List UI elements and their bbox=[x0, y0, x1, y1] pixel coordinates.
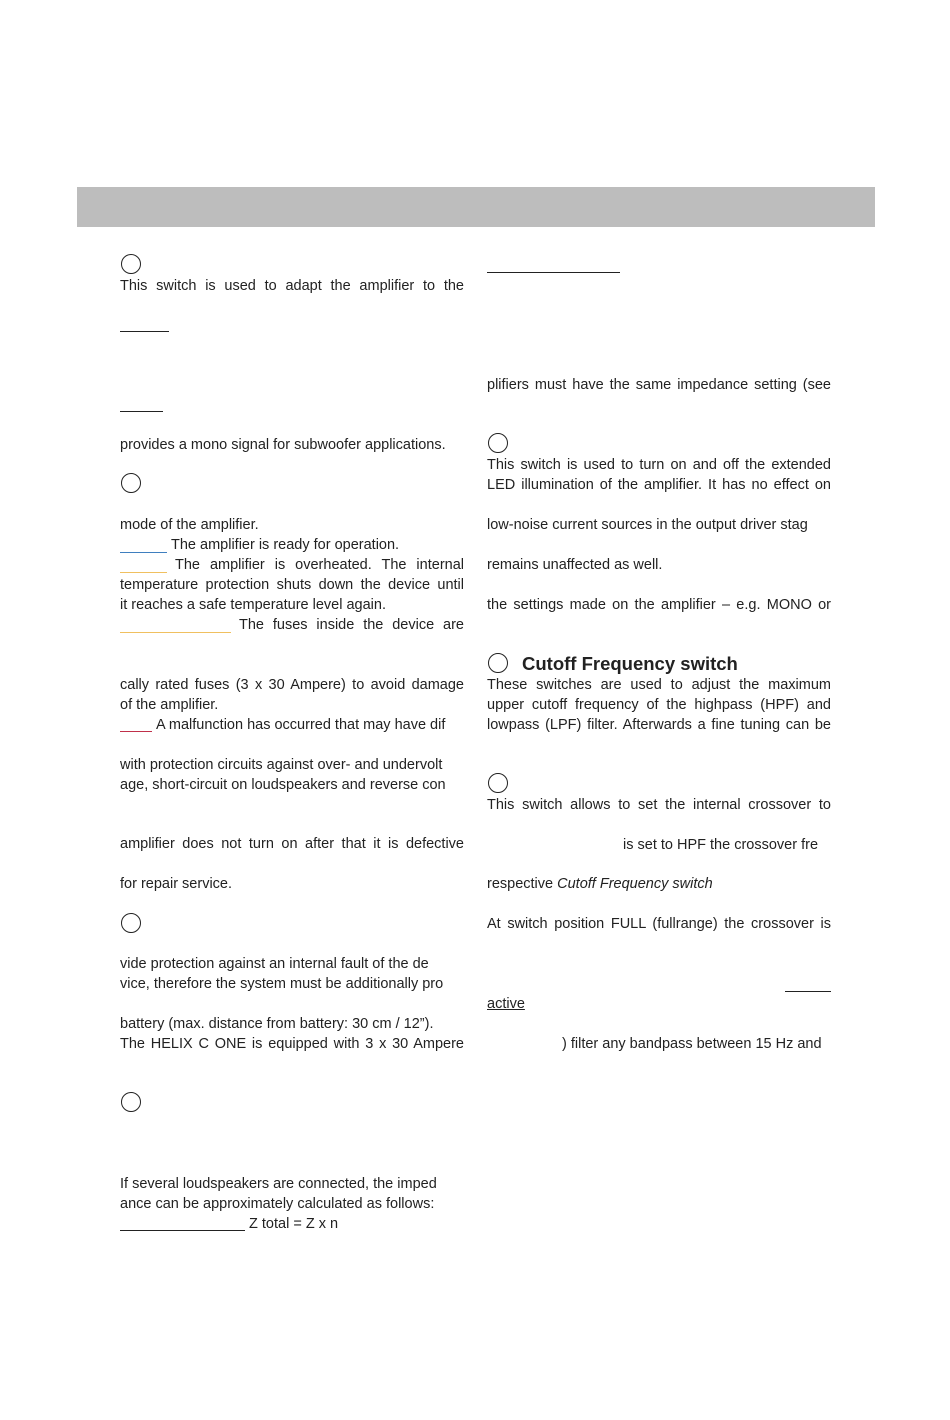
body-text-fragment: respective bbox=[487, 876, 554, 892]
body-text-line: cally rated fuses (3 x 30 Ampere) to avoid damage bbox=[120, 677, 464, 693]
body-text-line: This switch is used to turn on and off the extended bbox=[487, 457, 831, 473]
underline-rule bbox=[120, 1230, 245, 1231]
underline-rule bbox=[487, 272, 620, 273]
item-marker-circle-6 bbox=[488, 653, 508, 673]
body-text-line: amplifier does not turn on after that it is defective bbox=[120, 836, 464, 852]
body-text-line: for repair service. bbox=[120, 876, 233, 892]
led-color-indicator-orange bbox=[120, 632, 231, 633]
body-text-line: age, short-circuit on loudspeakers and reverse con bbox=[120, 777, 446, 793]
body-text-line: LED illumination of the amplifier. It has no effect on bbox=[487, 477, 831, 493]
body-text-line: upper cutoff frequency of the highpass (HPF) and bbox=[487, 697, 831, 713]
body-text-line: plifiers must have the same impedance setting (see bbox=[487, 377, 831, 393]
body-text-line: The HELIX C ONE is equipped with 3 x 30 Ampere bbox=[120, 1036, 464, 1052]
body-text-line: mode of the amplifier. bbox=[120, 517, 259, 533]
section-heading: Cutoff Frequency switch bbox=[522, 653, 738, 674]
body-text-line: The amplifier is ready for operation. bbox=[171, 537, 400, 553]
body-text-line: These switches are used to adjust the maximum bbox=[487, 677, 831, 693]
body-text-line: The amplifier is overheated. The internal bbox=[175, 557, 464, 573]
body-text-line: lowpass (LPF) filter. Afterwards a fine tuning can be bbox=[487, 717, 831, 733]
item-marker-circle-3 bbox=[121, 913, 141, 933]
led-color-indicator-blue bbox=[120, 552, 167, 553]
body-text-line bbox=[487, 874, 713, 894]
item-marker-circle-1 bbox=[121, 254, 141, 274]
body-text-line: ) filter any bandpass between 15 Hz and bbox=[562, 1036, 822, 1052]
body-text-line: temperature protection shuts down the device until bbox=[120, 577, 464, 593]
led-color-indicator-red bbox=[120, 731, 152, 732]
cutoff-frequency-switch-reference: Cutoff Frequency switch bbox=[557, 876, 713, 892]
body-text-line: it reaches a safe temperature level again. bbox=[120, 597, 386, 613]
body-text-line: At switch position FULL (fullrange) the crossover is bbox=[487, 916, 831, 932]
body-text-line: This switch allows to set the internal crossover to bbox=[487, 797, 831, 813]
body-text-line: of the amplifier. bbox=[120, 697, 219, 713]
item-marker-circle-7 bbox=[488, 773, 508, 793]
body-text-line: is set to HPF the crossover fre bbox=[623, 837, 819, 853]
body-text-line: remains unaffected as well. bbox=[487, 557, 663, 573]
led-color-indicator-orange bbox=[120, 572, 167, 573]
body-text-line: A malfunction has occurred that may have dif bbox=[156, 717, 446, 733]
item-marker-circle-2 bbox=[121, 473, 141, 493]
body-text-line: vice, therefore the system must be additionally pro bbox=[120, 976, 444, 992]
formula-text: Z total = Z x n bbox=[249, 1216, 339, 1232]
body-text-line: The fuses inside the device are bbox=[239, 617, 464, 633]
item-marker-circle-5 bbox=[488, 433, 508, 453]
body-text-line: the settings made on the amplifier – e.g. MONO or bbox=[487, 597, 831, 613]
body-text-line: with protection circuits against over- and undervolt bbox=[120, 757, 443, 773]
section-header-bar bbox=[77, 187, 875, 227]
body-text-line: This switch is used to adapt the amplifier to the bbox=[120, 278, 464, 294]
body-text-line: low-noise current sources in the output driver stag bbox=[487, 517, 808, 533]
underline-rule bbox=[785, 991, 831, 992]
body-text-line: vide protection against an internal fault of the de bbox=[120, 956, 429, 972]
body-text-line: battery (max. distance from battery: 30 cm / 12”). bbox=[120, 1016, 434, 1032]
body-text-line: ance can be approximately calculated as follows: bbox=[120, 1196, 435, 1212]
body-text-line: provides a mono signal for subwoofer applications. bbox=[120, 437, 446, 453]
underline-rule bbox=[120, 331, 169, 332]
underline-rule bbox=[120, 411, 163, 412]
body-text-line: If several loudspeakers are connected, the imped bbox=[120, 1176, 437, 1192]
item-marker-circle-4 bbox=[121, 1092, 141, 1112]
body-text-line: active bbox=[487, 996, 525, 1012]
